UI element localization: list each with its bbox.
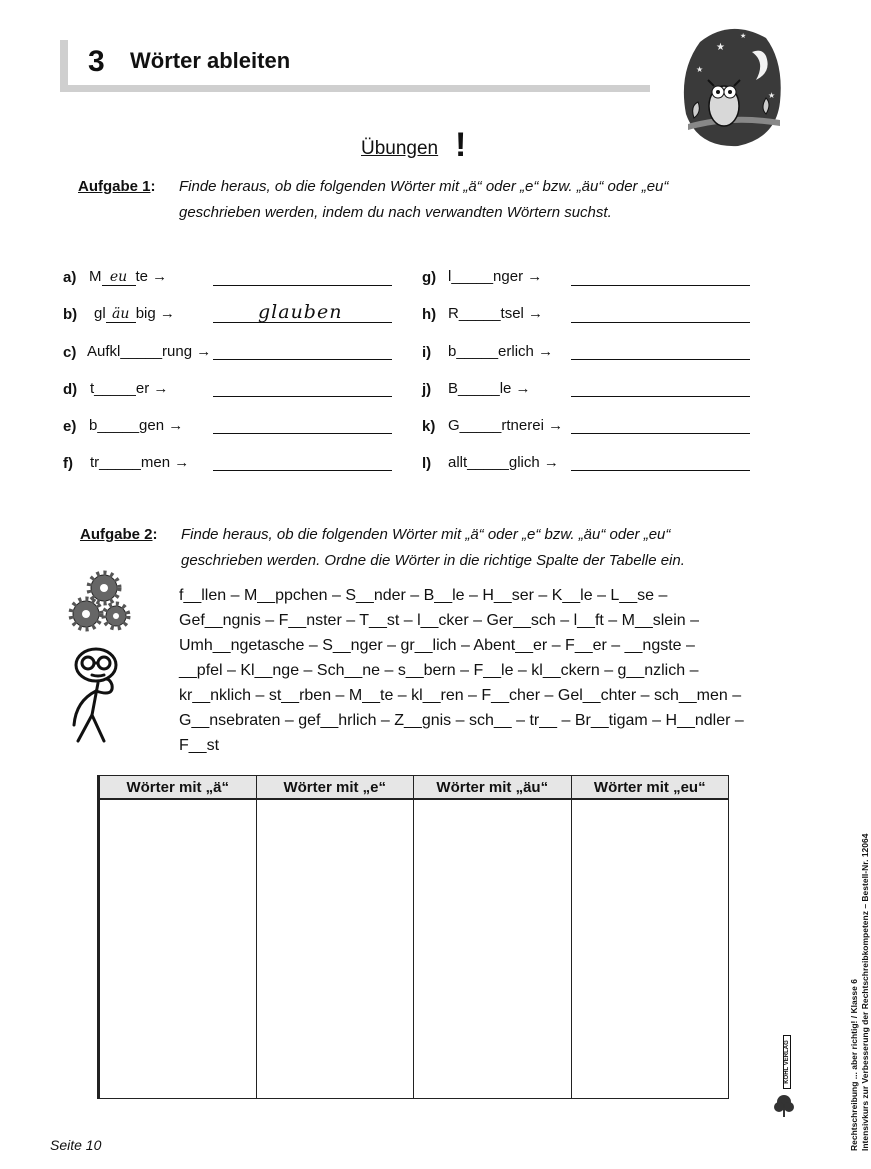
task2-heading — [80, 526, 158, 544]
chapter-underline — [60, 85, 650, 92]
exercise-letter: g) — [422, 269, 437, 286]
exercise-letter: d) — [63, 381, 78, 398]
svg-text:★: ★ — [768, 91, 776, 100]
exercise-word-c: Aufkl_____rung → — [87, 343, 212, 360]
answer-line[interactable] — [571, 433, 750, 434]
exercise-word-f: tr_____men → — [90, 454, 190, 471]
answer-line[interactable] — [571, 322, 750, 323]
table-row — [99, 799, 729, 1099]
task2-instruction — [181, 522, 685, 574]
answer-line[interactable] — [213, 396, 392, 397]
exercise-word-pre: M — [89, 268, 102, 285]
exercise-letter: a) — [63, 269, 77, 286]
exercise-letter: h) — [422, 306, 437, 323]
answer-line[interactable] — [213, 433, 392, 434]
table-cell-aeu[interactable] — [414, 799, 572, 1099]
task2-instruction-line1: Finde heraus, ob die folgenden Wörter mit „ä“ oder „e“ bzw. „äu“ oder „eu“ — [181, 526, 671, 543]
handwritten-fill: äu — [112, 306, 130, 322]
exercise-word-post: big → — [135, 305, 175, 322]
word-list-line: Gef__ngnis – F__nster – T__st – l__cker – Ger__sch – l__ft – M__slein – — [179, 612, 699, 629]
publisher-side-text — [849, 711, 871, 1151]
task2-instruction-line2: geschrieben werden. Ordne die Wörter in die richtige Spalte der Tabelle ein. — [181, 552, 685, 569]
answer-line[interactable] — [571, 470, 750, 471]
task1-instruction-line2: geschrieben werden, indem du nach verwandten Wörtern suchst. — [179, 204, 612, 221]
task1-instruction — [179, 174, 668, 226]
svg-text:★: ★ — [716, 42, 725, 53]
word-list-line: f__llen – M__ppchen – S__nder – B__le – H__ser – K__le – L__se – — [179, 587, 668, 604]
column-header-eu: Wörter mit „eu“ — [571, 776, 729, 800]
answer-line[interactable] — [213, 359, 392, 360]
exercise-word-l: allt_____glich → — [448, 454, 559, 471]
word-list-line: __pfel – Kl__nge – Sch__ne – s__bern – F__le – kl__ckern – g__nzlich – — [179, 662, 699, 679]
svg-text:★: ★ — [740, 33, 747, 40]
owl-icon — [680, 22, 784, 150]
task1-label: Aufgabe 1 — [78, 178, 151, 195]
exercise-letter: b) — [63, 306, 78, 323]
task1-colon: : — [150, 178, 156, 195]
column-header-e: Wörter mit „e“ — [256, 776, 414, 800]
exercise-word-j: B_____le → — [448, 380, 531, 397]
exercise-word-d: t_____er → — [90, 380, 169, 397]
exercise-letter: f) — [63, 455, 73, 472]
exercise-letter: j) — [422, 381, 432, 398]
exercise-letter: l) — [422, 455, 432, 472]
tree-logo-icon — [774, 1094, 794, 1118]
exercise-word-post: te → — [135, 268, 168, 285]
handwritten-fill: eu — [109, 269, 128, 285]
answer-line[interactable] — [571, 285, 750, 286]
answer-line[interactable] — [213, 470, 392, 471]
exclamation-mark: ! — [455, 126, 467, 164]
exercise-letter: i) — [422, 344, 432, 361]
chapter-bar — [60, 40, 68, 90]
section-title: Übungen — [361, 138, 439, 159]
word-list-line: F__st — [179, 737, 220, 754]
task1-heading — [78, 178, 156, 196]
task2-colon: : — [152, 526, 158, 543]
word-list-line: Umh__ngetasche – S__nger – gr__lich – Abent__er – F__er – __ngste – — [179, 637, 695, 654]
gears-icon — [68, 570, 130, 636]
thinking-person-icon — [64, 645, 134, 743]
publisher-name: KOHL VERLAG — [783, 1035, 791, 1089]
side-text-line1: Rechtschreibung ... aber richtig! / Klasse 6 — [849, 979, 859, 1151]
exercise-word-h: R_____tsel → — [448, 305, 544, 322]
answer-line[interactable] — [571, 396, 750, 397]
answer-line[interactable] — [571, 359, 750, 360]
table-cell-ae[interactable] — [99, 799, 257, 1099]
table-header-row — [99, 776, 729, 800]
exercise-letter: e) — [63, 418, 77, 435]
publisher-logo — [778, 1040, 794, 1090]
exercise-word-b — [94, 305, 175, 323]
chapter-number: 3 — [88, 45, 105, 78]
svg-text:★: ★ — [696, 65, 704, 74]
answer-line[interactable] — [213, 285, 392, 286]
handwritten-answer: glauben — [258, 301, 343, 323]
exercise-word-k: G_____rtnerei → — [448, 417, 564, 434]
side-text-line2: Intensivkurs zur Verbesserung der Rechtschreibkompetenz – Bestell-Nr. 12064 — [860, 833, 870, 1151]
exercise-letter: k) — [422, 418, 436, 435]
word-list — [179, 583, 779, 758]
exercise-word-i: b_____erlich → — [448, 343, 554, 360]
word-list-line: G__nsebraten – gef__hrlich – Z__gnis – sch__ – tr__ – Br__tigam – H__ndler – — [179, 712, 744, 729]
word-list-line: kr__nklich – st__rben – M__te – kl__ren – F__cher – Gel__chter – sch__men – — [179, 687, 742, 704]
sorting-table — [97, 775, 729, 1099]
task2-label: Aufgabe 2 — [80, 526, 153, 543]
table-cell-eu[interactable] — [571, 799, 729, 1099]
exercise-word-a — [89, 268, 167, 286]
column-header-ae: Wörter mit „ä“ — [99, 776, 257, 800]
page-number: Seite 10 — [50, 1137, 102, 1153]
exercise-word-pre: gl — [94, 305, 106, 322]
exercise-word-g: l_____nger → — [448, 268, 543, 285]
exercise-word-e: b_____gen → — [89, 417, 184, 434]
task1-instruction-line1: Finde heraus, ob die folgenden Wörter mit „ä“ oder „e“ bzw. „äu“ oder „eu“ — [179, 178, 669, 195]
chapter-title: Wörter ableiten — [130, 48, 291, 73]
table-cell-e[interactable] — [256, 799, 414, 1099]
column-header-aeu: Wörter mit „äu“ — [414, 776, 572, 800]
exercise-letter: c) — [63, 344, 77, 361]
